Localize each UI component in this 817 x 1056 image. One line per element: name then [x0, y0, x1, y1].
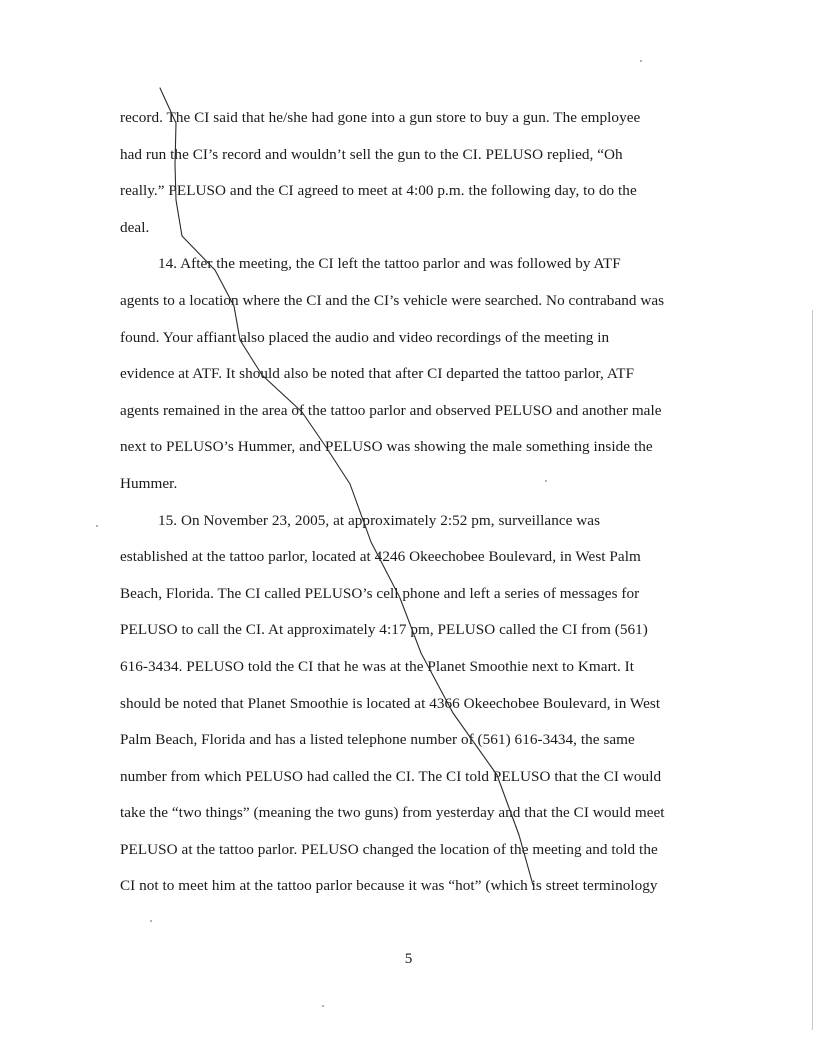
text-line: agents remained in the area of the tattoo parlor and observed PELUSO and another male: [120, 401, 662, 419]
paragraph-15-start: 15. On November 23, 2005, at approximately 2:52 pm, surveillance was: [158, 511, 601, 529]
text-line: 616-3434. PELUSO told the CI that he was at the Planet Smoothie next to Kmart. It: [120, 657, 635, 675]
scan-speck: [640, 60, 642, 62]
text-line: established at the tattoo parlor, located at 4246 Okeechobee Boulevard, in West Palm: [120, 548, 641, 566]
text-line: next to PELUSO’s Hummer, and PELUSO was showing the male something inside the: [120, 438, 653, 456]
paragraph-14-start: 14. After the meeting, the CI left the tattoo parlor and was followed by ATF: [158, 255, 621, 273]
text-line: had run the CI’s record and wouldn’t sell the gun to the CI. PELUSO replied, “Oh: [120, 145, 623, 163]
text-line: deal.: [120, 218, 150, 236]
text-line: really.” PELUSO and the CI agreed to meet at 4:00 p.m. the following day, to do the: [120, 182, 637, 200]
text-line: Hummer.: [120, 474, 178, 492]
text-line: take the “two things” (meaning the two guns) from yesterday and that the CI would meet: [120, 804, 665, 822]
text-line: found. Your affiant also placed the audio and video recordings of the meeting in: [120, 328, 610, 346]
scan-speck: [545, 480, 547, 482]
text-line: Beach, Florida. The CI called PELUSO’s cell phone and left a series of messages for: [120, 584, 640, 602]
scan-speck: [150, 920, 152, 922]
scan-edge-line: [812, 310, 813, 1030]
text-line: number from which PELUSO had called the CI. The CI told PELUSO that the CI would: [120, 767, 662, 785]
scan-speck: [96, 525, 98, 527]
page-number: 5: [404, 950, 413, 967]
text-line: record. The CI said that he/she had gone into a gun store to buy a gun. The employee: [120, 109, 641, 126]
text-line: should be noted that Planet Smoothie is located at 4366 Okeechobee Boulevard, in West: [120, 694, 661, 712]
text-line: evidence at ATF. It should also be noted that after CI departed the tattoo parlor, ATF: [120, 365, 635, 383]
scan-speck: [322, 1005, 324, 1007]
text-line: PELUSO to call the CI. At approximately 4:17 pm, PELUSO called the CI from (561): [120, 621, 648, 639]
text-line: agents to a location where the CI and the CI’s vehicle were searched. No contraband was: [120, 291, 665, 309]
text-line: CI not to meet him at the tattoo parlor because it was “hot” (which is street terminology: [120, 877, 658, 895]
text-line: Palm Beach, Florida and has a listed telephone number of (561) 616-3434, the same: [120, 731, 635, 749]
body-text: [120, 100, 695, 905]
text-line: PELUSO at the tattoo parlor. PELUSO changed the location of the meeting and told the: [120, 840, 658, 858]
